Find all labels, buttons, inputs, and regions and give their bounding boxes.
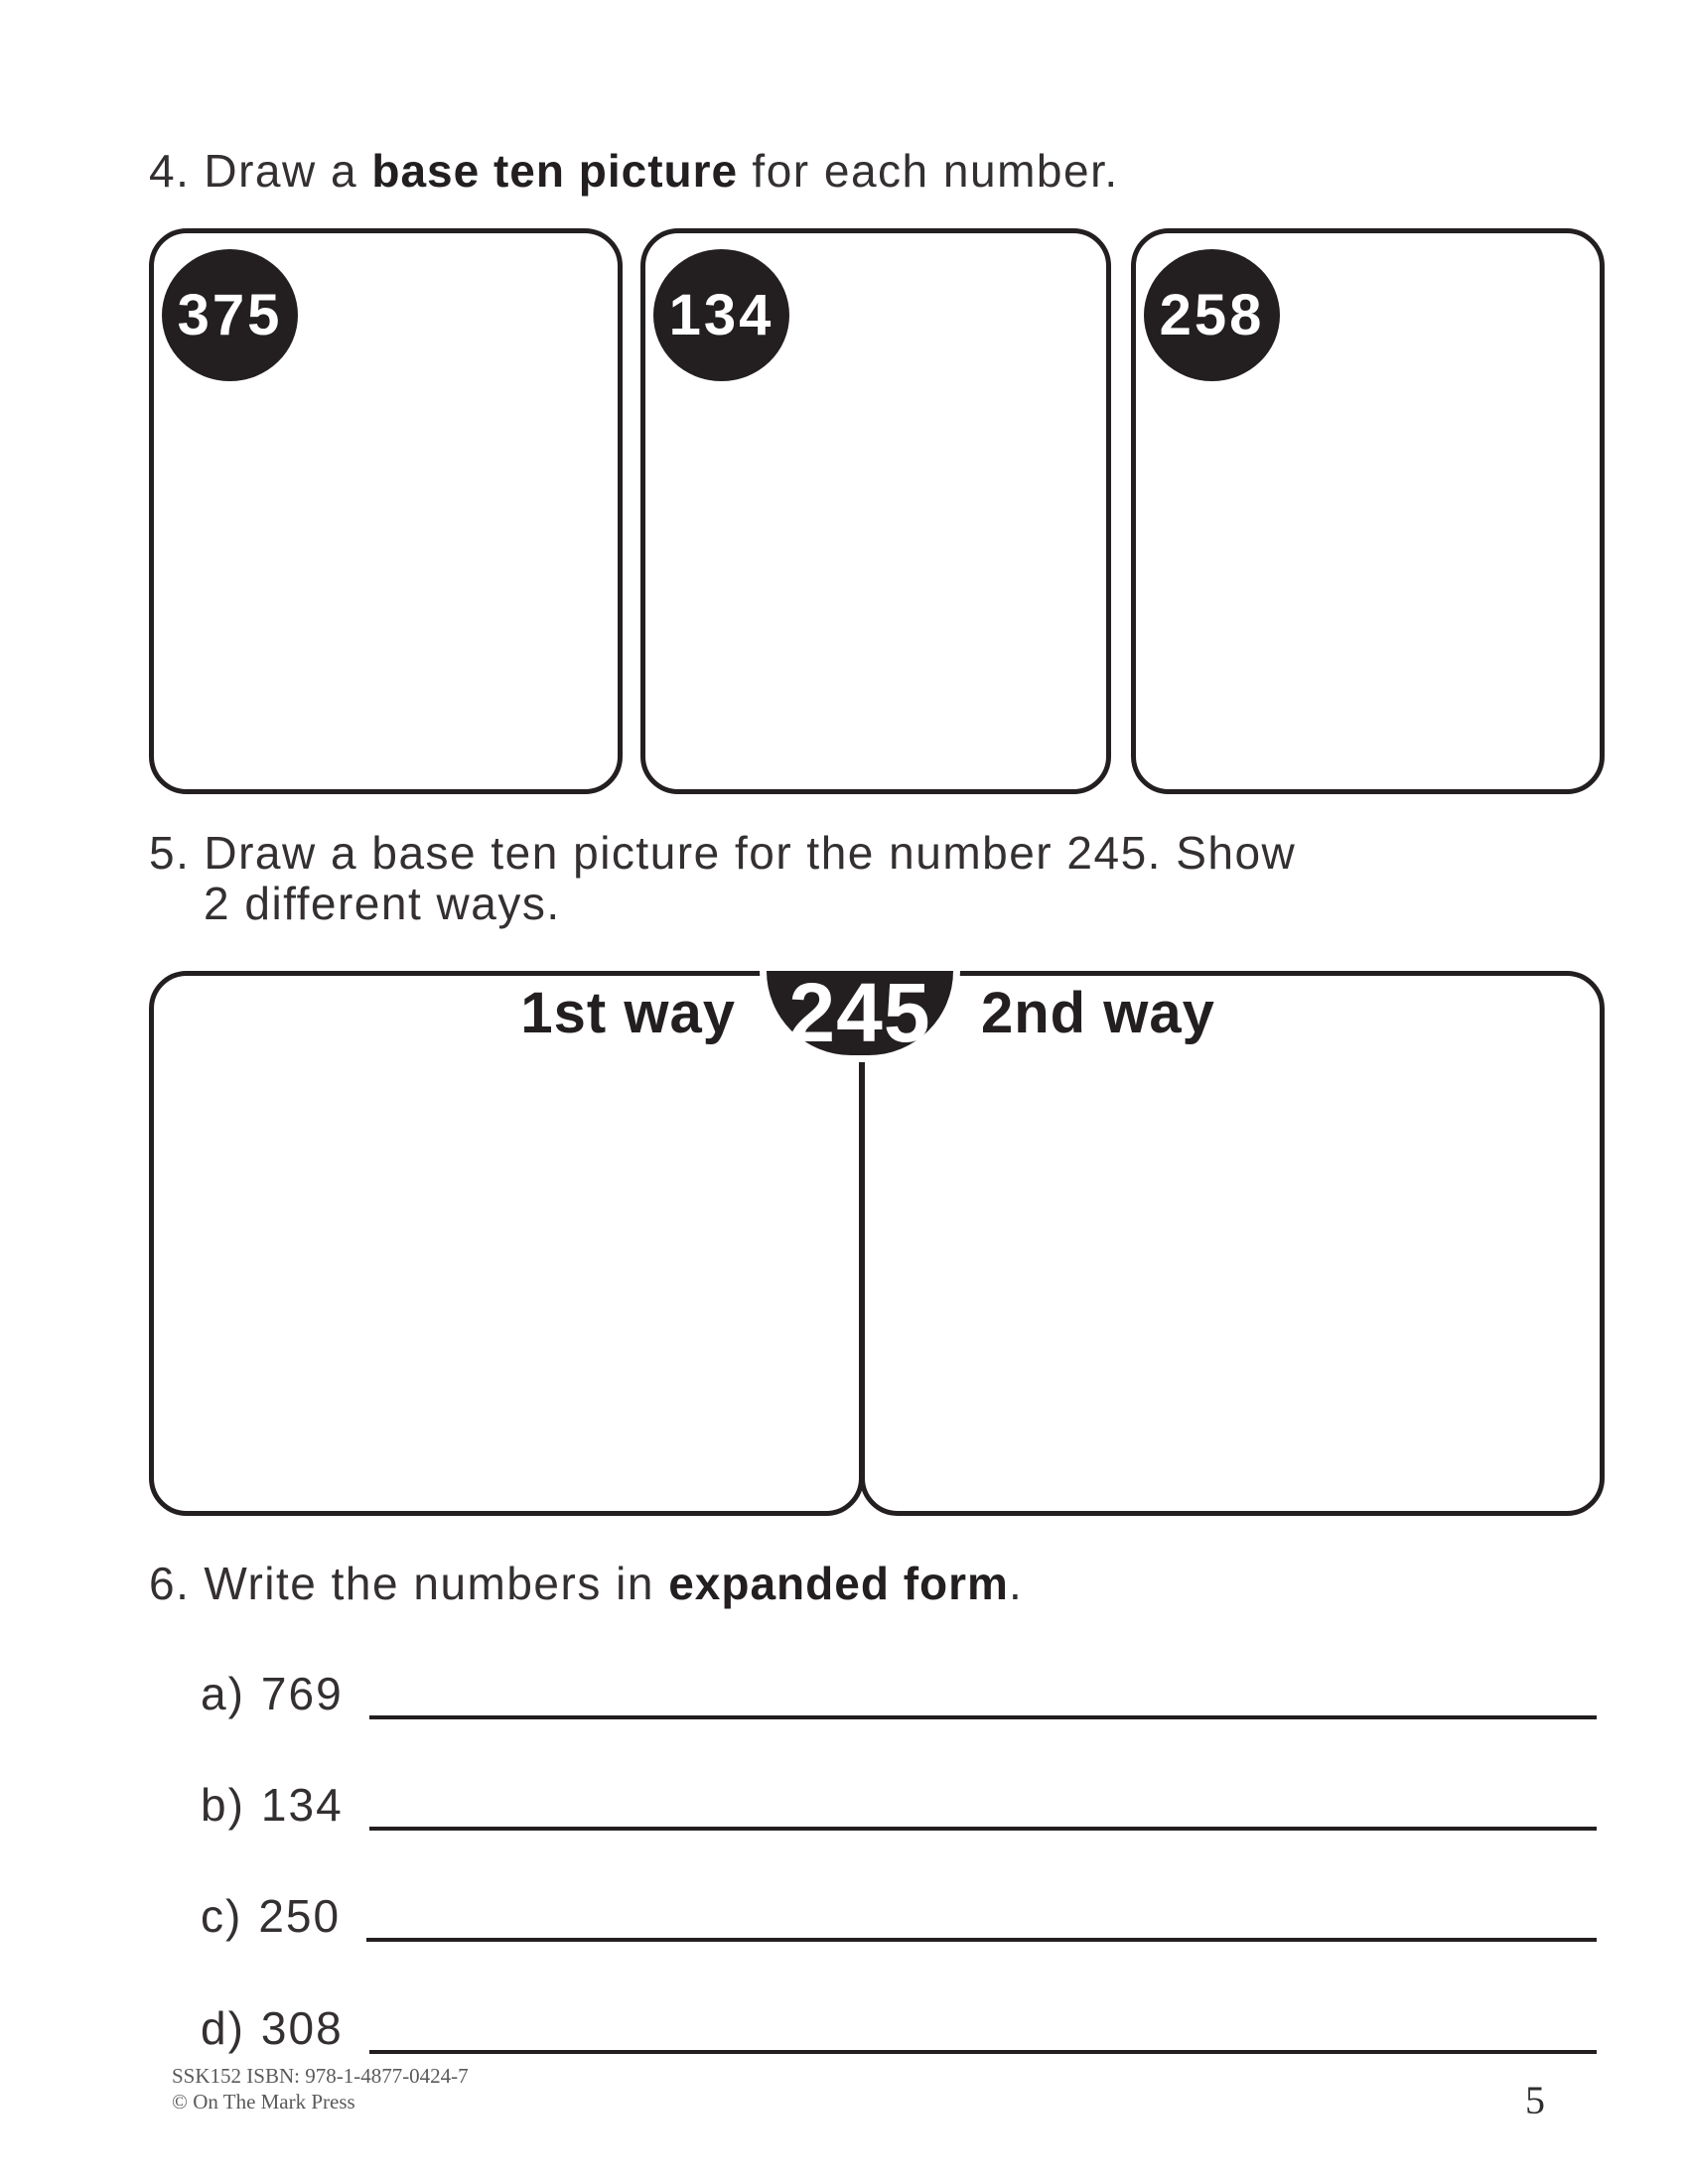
- question-5-heading-line2: [204, 877, 561, 930]
- item-label: c): [201, 1890, 243, 1942]
- question-6-text-pre: Write the numbers in: [204, 1558, 669, 1609]
- footer-copyright: © On The Mark Press: [172, 2090, 355, 2114]
- drawing-box-258[interactable]: [1131, 228, 1605, 794]
- question-5-text-line2: 2 different ways.: [204, 878, 561, 929]
- answer-line-c[interactable]: [366, 1938, 1597, 1942]
- second-way-label: 2nd way: [981, 981, 1215, 1045]
- expanded-form-row-c: [201, 1890, 1597, 1942]
- question-4-heading: [149, 144, 1119, 198]
- badge-value: 245: [788, 965, 931, 1059]
- item-value: 308: [260, 2002, 344, 2054]
- two-ways-box: [149, 965, 1605, 1516]
- page-number: 5: [1525, 2078, 1545, 2122]
- item-value: 250: [258, 1890, 342, 1942]
- question-5-text-line1: Draw a base ten picture for the number 245. Show: [204, 827, 1297, 879]
- number-badge-245: [760, 965, 960, 1062]
- question-4-number: 4.: [149, 145, 191, 197]
- question-5-number: 5.: [149, 827, 191, 879]
- item-label: d): [201, 2002, 245, 2054]
- expanded-form-row-b: [201, 1779, 1597, 1831]
- expanded-form-row-a: [201, 1668, 1597, 1719]
- item-value: 769: [260, 1668, 344, 1719]
- drawing-box-134[interactable]: [640, 228, 1111, 794]
- answer-line-b[interactable]: [369, 1827, 1597, 1831]
- footer: [172, 2063, 469, 2115]
- item-label: b): [201, 1779, 245, 1831]
- drawing-box-375[interactable]: [149, 228, 623, 794]
- question-4-text-bold: base ten picture: [371, 145, 739, 197]
- badge-value: 258: [1159, 283, 1265, 347]
- number-badge-258: [1144, 249, 1280, 381]
- badge-value: 375: [177, 283, 283, 347]
- first-way-area[interactable]: [149, 971, 864, 1516]
- question-6-text-post: .: [1008, 1558, 1024, 1609]
- number-badge-134: [653, 249, 789, 381]
- footer-isbn: SSK152 ISBN: 978-1-4877-0424-7: [172, 2064, 469, 2088]
- question-4-text-post: for each number.: [738, 145, 1119, 197]
- item-label: a): [201, 1668, 245, 1719]
- second-way-area[interactable]: [860, 971, 1605, 1516]
- question-5-heading-line1: [149, 826, 1296, 880]
- number-badge-375: [162, 249, 298, 381]
- answer-line-a[interactable]: [369, 1715, 1597, 1719]
- item-value: 134: [260, 1779, 344, 1831]
- question-6-number: 6.: [149, 1558, 191, 1609]
- first-way-label: 1st way: [520, 981, 736, 1045]
- expanded-form-row-d: [201, 2002, 1597, 2054]
- badge-value: 134: [668, 283, 774, 347]
- question-4-text-pre: Draw a: [204, 145, 372, 197]
- question-6-heading: [149, 1557, 1023, 1610]
- answer-line-d[interactable]: [369, 2050, 1597, 2054]
- question-6-text-bold: expanded form: [668, 1558, 1009, 1609]
